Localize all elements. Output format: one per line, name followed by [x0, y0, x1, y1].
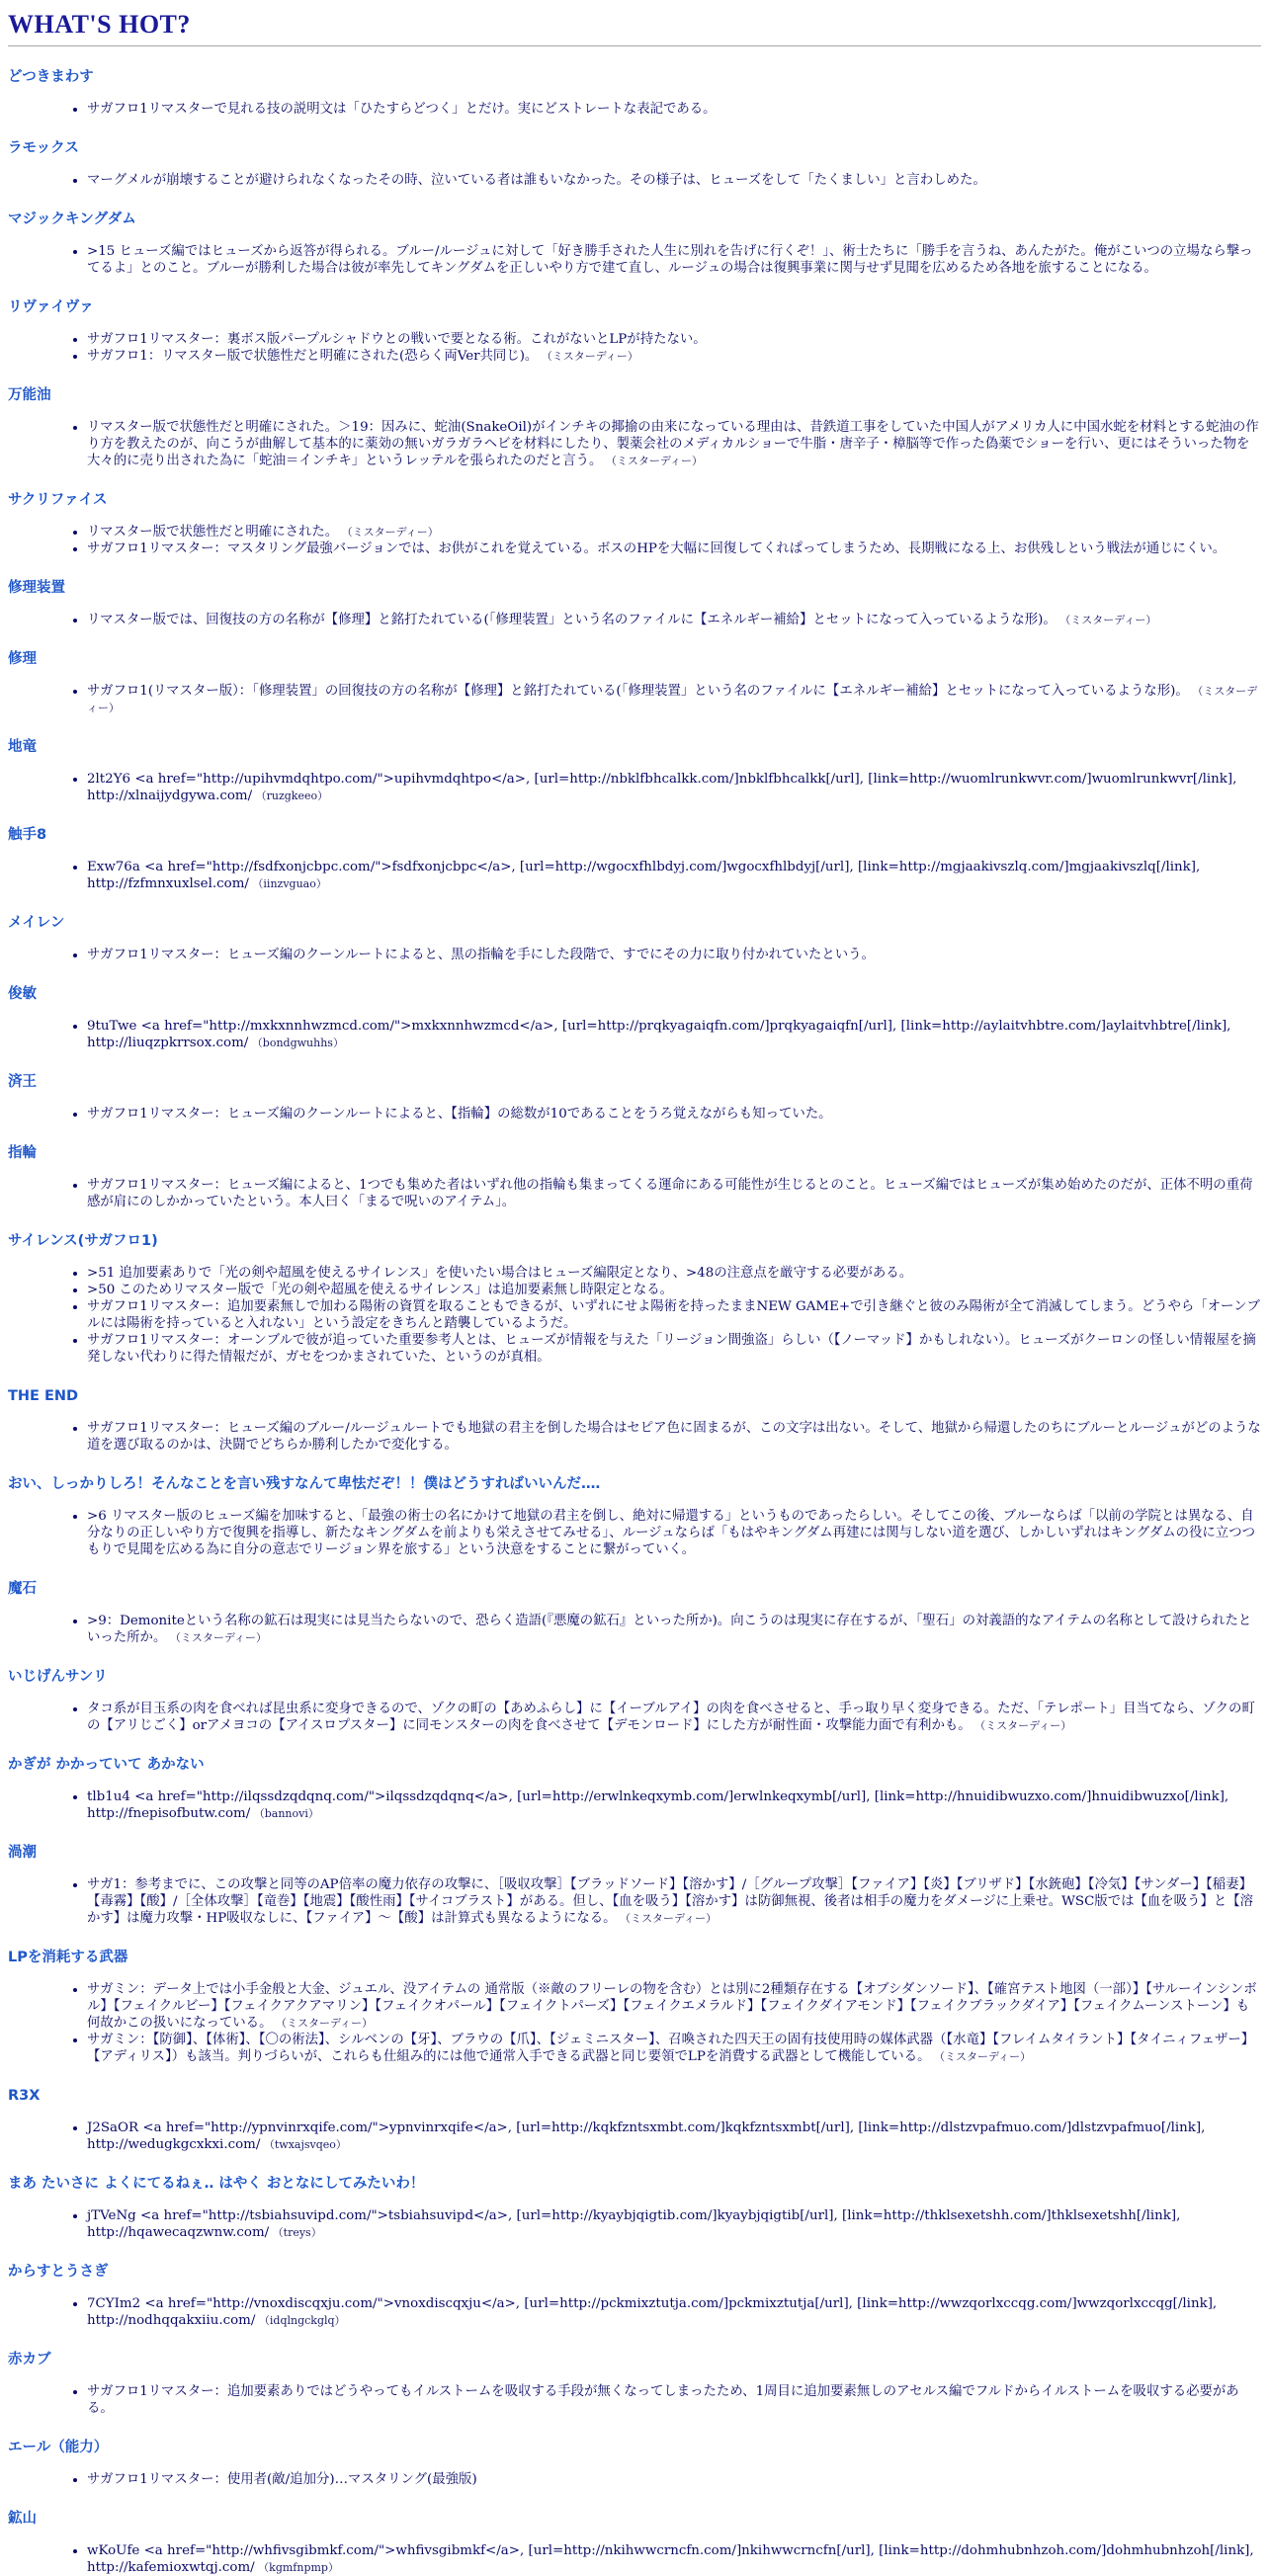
entry-item-text: サガフロ1リマスター：ヒューズ編のブルー/ルージュルートでも地獄の君主を倒した場合はセピア色に固まるが、この文字は出ない。そして、地獄から帰還したのちにブルーとルージュがどのような道を選び取るのかは、決闘でどちらか勝利したかで変化する。: [87, 1421, 1261, 1453]
entry: [8, 1844, 1261, 1927]
entry-item: [87, 243, 1261, 277]
entry-items: [8, 1701, 1261, 1734]
entry: [8, 210, 1261, 277]
entry: [8, 1756, 1261, 1822]
entry-items: [8, 2119, 1261, 2153]
entry-term-link[interactable]: サイレンス(サガフロ1): [8, 1233, 158, 1249]
entry-item: [87, 683, 1261, 716]
entry-item: [87, 331, 1261, 348]
entry-item-text: >6 リマスター版のヒューズ編を加味すると、「最強の術士の名にかけて地獄の君主を倒し、絶対に帰還する」というものであったらしい。そしてこの後、ブルーならば「以前の学院とは異なる、自分なりの正しいやり方で復興を指導し、新たなキングダムを前よりも栄えさせてみせる」、ルージュならば「もはやキングダム再建には関与しない道を選び、しかしいずれはキングダムの役に立つつもりで見聞を広める為に自分の意志でリージョン界を旅する」という決意をすることに繋がっていく。: [87, 1509, 1255, 1557]
entry-item-text: サガフロ1リマスター：ヒューズ編のクーンルートによると、黒の指輪を手にした段階で、すでにその力に取り付かれていたという。: [87, 948, 875, 962]
entry-item: [87, 419, 1261, 469]
entry: [8, 826, 1261, 892]
entry-item-text: 9tuTwe <a href="http://mxkxnnhwzmcd.com/">mxkxnnhwzmcd</a>, [url=http://prqkyagaiqfn.com/]prqkyagaiqfn[/url], [link=http://aylaitvhbtre.com/]aylaitvhbtre[/link], http://liuqzpkrrsox.com/: [87, 1019, 1231, 1050]
entry-item: [87, 1508, 1261, 1558]
entry-item: [87, 348, 1261, 365]
entry-item-author: （ミスターディー）: [971, 1719, 1072, 1732]
entry: [8, 1144, 1261, 1210]
entry-item-author: （kgmfnpmp）: [254, 2561, 339, 2574]
entry-item: [87, 2207, 1261, 2241]
entry-item-author: （ミスターディー）: [87, 685, 1258, 714]
entry-term-link[interactable]: 赤カブ: [8, 2352, 51, 2368]
entry-item: [87, 1701, 1261, 1734]
entry-items: [8, 524, 1261, 557]
entry-items: [8, 1788, 1261, 1822]
entry-item: [87, 859, 1261, 892]
entry-item: [87, 1018, 1261, 1051]
entry-term-link[interactable]: かぎが かかっていて あかない: [8, 1757, 205, 1773]
entry-items: [8, 1265, 1261, 1366]
entry-term-link[interactable]: サクリファイス: [8, 492, 108, 508]
entry-items: [8, 1508, 1261, 1558]
entry-item: [87, 2119, 1261, 2153]
entry-item-text: マーグメルが崩壊することが避けられなくなったその時、泣いている者は誰もいなかった。その様子は、ヒューズをして「たくましい」と言わしめた。: [87, 173, 986, 188]
entry-item-author: （ミスターディー）: [1056, 614, 1157, 626]
entry-items: [8, 1981, 1261, 2065]
entry-items: [8, 1106, 1261, 1122]
entry-item-text: 7CYIm2 <a href="http://vnoxdiscqxju.com/">vnoxdiscqxju</a>, [url=http://pckmixztutja.com/]pckmixztutja[/url], [link=http://wwzqorlxccqg.com/]wwzqorlxccqg[/link], http://nodhqqakxiiu.com/: [87, 2296, 1218, 2328]
entry-item-author: （ミスターディー）: [602, 455, 704, 467]
entry-item-text: サガフロ1リマスター：追加要素ありではどうやってもイルストームを吸収する手段が無くなってしまったため、1周目に追加要素無しのアセルス編でフルドからイルストームを吸収する必要がある。: [87, 2384, 1239, 2416]
entry-item: [87, 2032, 1261, 2065]
entry: [8, 298, 1261, 365]
entry-item-text: >9：Demoniteという名称の鉱石は現実には見当たらないので、恐らく造語(『悪魔の鉱石』といった所か)。向こうのは現実に存在するが、「聖石」の対義語的なアイテムの名称として設けられたといった所か。: [87, 1614, 1252, 1645]
entry-term-link[interactable]: ラモックス: [8, 140, 79, 156]
entry-list: [8, 68, 1261, 2576]
entry-item-text: サガフロ1(リマスター版）：「修理装置」の回復技の方の名称が【修理】と銘打たれている(「修理装置」という名のファイルに【エネルギー補給】とセットになって入っているような形)。: [87, 684, 1189, 699]
entry-item-text: サガフロ1リマスター：裏ボス版パープルシャドウとの戦いで要となる術。これがないとLPが持たない。: [87, 332, 707, 347]
entry-item: [87, 2383, 1261, 2417]
entry-item: [87, 540, 1261, 557]
entry-item: [87, 1265, 1261, 1282]
entry-item-text: サガフロ1リマスター：ヒューズ編のクーンルートによると、【指輪】の総数が10であることをうろ覚えながらも知っていた。: [87, 1107, 832, 1122]
entry-term-link[interactable]: いじげんサンリ: [8, 1669, 108, 1685]
entry-item-text: サガフロ1リマスター：使用者(敵/追加分)…マスタリング(最強版): [87, 2472, 477, 2487]
entry: [8, 2087, 1261, 2153]
entry-item-text: >15 ヒューズ編ではヒューズから返答が得られる。ブルー/ルージュに対して「好き勝手された人生に別れを告げに行くぞ！」、術士たちに「勝手を言うね、あんたがた。俺がこいつの立場なら撃ってるよ」とのこと。ブルーが勝利した場合は彼が率先してキングダムを正しいやり方で建て直し、ルージュの場合は復興事業に関与せず見聞を広めるため各地を旅することになる。: [87, 244, 1253, 276]
entry-items: [8, 172, 1261, 189]
entry-items: [8, 243, 1261, 277]
entry-item-text: サガフロ1リマスターで見れる技の説明文は「ひたすらどつく」とだけ。実にどストレートな表記である。: [87, 102, 717, 117]
entry-items: [8, 2295, 1261, 2329]
entry-item-author: （ミスターディー）: [930, 2050, 1032, 2063]
entry: [8, 914, 1261, 963]
entry-item-text: 2lt2Y6 <a href="http://upihvmdqhtpo.com/">upihvmdqhtpo</a>, [url=http://nbklfbhcalkk.com/]nbklfbhcalkk[/url], [link=http://wuomlrunkwvr.com/]wuomlrunkwvr[/link], http://xlnaijydgywa.com/: [87, 772, 1237, 803]
entry-term-link[interactable]: 地竜: [8, 739, 37, 755]
entry-items: [8, 2542, 1261, 2576]
entry-item: [87, 1332, 1261, 1366]
entry-item-text: >51 追加要素ありで「光の剣や超風を使えるサイレンス」を使いたい場合はヒューズ編限定となり、>48の注意点を厳守する必要がある。: [87, 1266, 913, 1281]
entry-items: [8, 1177, 1261, 1210]
entry-items: [8, 947, 1261, 963]
entry-item: [87, 1282, 1261, 1298]
entry-item: [87, 2295, 1261, 2329]
entry-item: [87, 101, 1261, 118]
entry-item: [87, 612, 1261, 628]
entry-term-link[interactable]: 触手8: [8, 827, 47, 843]
entry-term-link[interactable]: 万能油: [8, 387, 51, 403]
entry-item-text: リマスター版では、回復技の方の名称が【修理】と銘打たれている(「修理装置」という名のファイルに【エネルギー補給】とセットになって入っているような形)。: [87, 613, 1057, 627]
entry-term-link[interactable]: メイレン: [8, 915, 65, 931]
entry-items: [8, 331, 1261, 365]
page-title: WHAT'S HOT?: [8, 10, 1261, 46]
entry-item-text: wKoUfe <a href="http://whfivsgibmkf.com/">whfivsgibmkf</a>, [url=http://nkihwwcrncfn.com/]nkihwwcrncfn[/url], [link=http://dohmhubnhzoh.com/]dohmhubnhzoh[/link], http://kafemioxwtqj.com/: [87, 2543, 1254, 2575]
entry-term-link[interactable]: エール（能力）: [8, 2440, 109, 2455]
entry: [8, 738, 1261, 804]
entry-item-author: （bondgwuhhs）: [248, 1037, 344, 1049]
entry-item-text: jTVeNg <a href="http://tsbiahsuvipd.com/">tsbiahsuvipd</a>, [url=http://kyaybjqigtib.com/]kyaybjqigtib[/url], [link=http://thklsexetshh.com/]thklsexetshh[/link], http://hqawecaqzwnw.com/: [87, 2208, 1181, 2240]
entry-item-author: （ruzgkeeo）: [252, 789, 329, 802]
entry-item: [87, 1420, 1261, 1454]
entry-term-link[interactable]: マジックキングダム: [8, 211, 136, 227]
entry-term-link[interactable]: まあ たいさに よくにてるねぇ‥ はやく おとなにしてみたいわ！: [8, 2176, 425, 2192]
entry-term-link[interactable]: THE END: [8, 1388, 79, 1404]
entry-item-text: サガフロ1リマスター：オーンブルで彼が追っていた重要参考人とは、ヒューズが情報を与えた「リージョン間強盗」らしい（【ノーマッド】かもしれない）。ヒューズがクーロンの怪しい情報屋を摘発しない代わりに得た情報だが、ガセをつかまされていた、というのが真相。: [87, 1333, 1256, 1365]
entry: [8, 1387, 1261, 1454]
entry-item: [87, 1613, 1261, 1646]
entry-term-link[interactable]: からすとうさぎ: [8, 2264, 109, 2280]
entry-term-link[interactable]: 渦潮: [8, 1845, 37, 1861]
entry: [8, 1949, 1261, 2065]
entry-term-link[interactable]: 修理: [8, 651, 37, 667]
entry-items: [8, 419, 1261, 469]
entry: [8, 579, 1261, 628]
entry-item: [87, 2471, 1261, 2488]
entry-item-author: （ミスターディー）: [272, 2017, 374, 2030]
entry-item-text: タコ系が目玉系の肉を食べれば昆虫系に変身できるので、ゾクの町の【あめふらし】に【イーブルアイ】の肉を食べさせると、手っ取り早く変身できる。ただ、「テレポート」目当てなら、ゾクの町の【アリじごく】orアメヨコの【アイスロプスター】に同モンスターの肉を食べさせて【デモンロード】にした方が耐性面・攻撃能力面で有利かも。: [87, 1702, 1255, 1733]
entry: [8, 2351, 1261, 2417]
entry-item: [87, 524, 1261, 540]
entry-item-text: サガ1：参考までに、この攻撃と同等のAP倍率の魔力依存の攻撃に、［吸収攻撃］【ブラッドソード】【溶かす】/［グループ攻撃］【ファイア】【炎】【ブリザド】【水銃砲】【冷気】【サンダー】【稲妻】【毒霧】【酸】/［全体攻撃］【竜巻】【地震】【酸性雨】【サイコブラスト】がある。但し、【血を吸う】【溶かす】は防御無視、後者は相手の魔力をダメージに上乗せ。WSC版では【血を吸う】と【溶かす】は魔力攻撃・HP吸収なしに、【ファイア】～【酸】は計算式も異なるようになる。: [87, 1877, 1254, 1926]
entry-item-text: サガミン：【防御】、【体術】、【〇の術法】、シルベンの【牙】、ブラウの【爪】、【ジェミニスター】、召喚された四天王の固有技使用時の媒体武器（【水竜】【フレイムタイラント】【タイニィフェザー】【アディリス】）も該当。判りづらいが、これらも仕組み的には他で通常入手できる武器と同じ要領でLPを消費する武器として機能している。: [87, 2033, 1255, 2064]
entry-item: [87, 1106, 1261, 1122]
entry-items: [8, 612, 1261, 628]
entry-item-text: サガフロ1：リマスター版で状態性だと明確にされた(恐らく両Ver共同じ)。: [87, 349, 539, 364]
entry: [8, 2175, 1261, 2241]
entry-item: [87, 2542, 1261, 2576]
entry-item-text: サガフロ1リマスター：マスタリング最強バージョンでは、お供がこれを覚えている。ボスのHPを大幅に回復してくれぱってしまうため、長期戦になる上、お供残しという戦法が通じにくい。: [87, 541, 1227, 556]
entry-items: [8, 2383, 1261, 2417]
entry-item-author: （twxajsvqeo）: [260, 2138, 347, 2151]
entry-item-text: Exw76a <a href="http://fsdfxonjcbpc.com/">fsdfxonjcbpc</a>, [url=http://wgocxfhlbdyj.com/]wgocxfhlbdyj[/url], [link=http://mgjaakivszlq.com/]mgjaakivszlq[/link], http://fzfmnxuxlsel.com/: [87, 860, 1201, 891]
entry-items: [8, 1018, 1261, 1051]
entry-items: [8, 2471, 1261, 2488]
entry-term-link[interactable]: 俊敏: [8, 986, 37, 1002]
entry-term-link[interactable]: 修理装置: [8, 580, 65, 596]
entry-item: [87, 172, 1261, 189]
entry-item-text: サガフロ1リマスター：ヒューズ編によると、1つでも集めた者はいずれ他の指輪も集まってくる運命にある可能性が生じるとのこと。ヒューズ編ではヒューズが集め始めたのだが、正体不明の重荷感が肩にのしかかっていたという。本人曰く「まるで呪いのアイテム」。: [87, 1178, 1253, 1209]
entry-item: [87, 771, 1261, 804]
entry-item-author: （idqlngckglq）: [255, 2314, 346, 2327]
entry-item: [87, 947, 1261, 963]
entry-item-author: （ミスターディー）: [338, 526, 439, 539]
entry-item-text: J2SaOR <a href="http://ypnvinrxqife.com/">ypnvinrxqife</a>, [url=http://kqkfzntsxmbt.com/]kqkfzntsxmbt[/url], [link=http://dlstzvpafmuo.com/]dlstzvpafmuo[/link], http://wedugkgcxkxi.com/: [87, 2120, 1206, 2152]
entry-items: [8, 683, 1261, 716]
entry-items: [8, 101, 1261, 118]
entry-term-link[interactable]: R3X: [8, 2088, 41, 2104]
entry-items: [8, 771, 1261, 804]
entry-item-text: サガフロ1リマスター：追加要素無しで加わる陽術の資質を取ることもできるが、いずれにせよ陽術を持ったままNEW GAME+で引き継ぐと彼のみ陽術が全て消滅してしまう。どうやら「オーンブルには陽術を持っていると入れない」という設定をきちんと踏襲しているようだ。: [87, 1299, 1260, 1331]
entry: [8, 491, 1261, 557]
entry-item: [87, 1298, 1261, 1332]
entry: [8, 68, 1261, 118]
entry-term-link[interactable]: おい、しっかりしろ！そんなことを言い残すなんて卑怯だぞ！！僕はどうすればいいんだ‥‥: [8, 1476, 601, 1492]
entry-items: [8, 1613, 1261, 1646]
entry-items: [8, 2207, 1261, 2241]
entry-item: [87, 1177, 1261, 1210]
entry: [8, 650, 1261, 716]
entry: [8, 386, 1261, 469]
entry-item: [87, 1788, 1261, 1822]
entry: [8, 2439, 1261, 2488]
entry-item-author: （ミスターディー）: [616, 1912, 718, 1925]
entry: [8, 1073, 1261, 1122]
entry-item: [87, 1876, 1261, 1927]
entry-item-text: リマスター版で状態性だと明確にされた。: [87, 525, 339, 540]
entry: [8, 139, 1261, 189]
entry-term-link[interactable]: 済王: [8, 1074, 37, 1090]
entry-term-link[interactable]: LPを消耗する武器: [8, 1950, 128, 1965]
entry-item-author: （iinzvguao）: [248, 877, 327, 890]
entry: [8, 1580, 1261, 1646]
entry-items: [8, 1876, 1261, 1927]
entry-item-text: リマスター版で状態性だと明確にされた。＞19：因みに、蛇油(SnakeOil)がインチキの揶揄の由来になっている理由は、昔鉄道工事をしていた中国人がアメリカ人に中国水蛇を材料とする蛇油の作り方を教えたのが、向こうが曲解して基本的に薬効の無いガラガラヘビを材料にしたり、製薬会社のメディカルショーで牛脂・唐辛子・樟脳等で作った偽薬でショーを行い、更にはそういった物を大々的に売り出された為に「蛇油＝インチキ」というレッテルを張られたのだと言う。: [87, 420, 1259, 468]
entry-item-author: （treys）: [269, 2226, 322, 2239]
entry-item: [87, 1981, 1261, 2032]
entry: [8, 2510, 1261, 2576]
entry-items: [8, 1420, 1261, 1454]
entry-items: [8, 859, 1261, 892]
entry-term-link[interactable]: 鉱山: [8, 2511, 37, 2527]
entry: [8, 985, 1261, 1051]
entry: [8, 1232, 1261, 1366]
entry: [8, 2263, 1261, 2329]
entry: [8, 1475, 1261, 1558]
entry-term-link[interactable]: リヴァイヴァ: [8, 299, 94, 315]
entry-term-link[interactable]: どつきまわす: [8, 69, 94, 85]
entry-term-link[interactable]: 魔石: [8, 1581, 37, 1597]
entry-item-text: >50 このためリマスター版で「光の剣や超風を使えるサイレンス」は追加要素無し時限定となる。: [87, 1283, 673, 1297]
entry-item-text: tlb1u4 <a href="http://ilqssdzqdqnq.com/">ilqssdzqdqnq</a>, [url=http://erwlnkeqxymb.com/]erwlnkeqxymb[/url], [link=http://hnuidibwuzxo.com/]hnuidibwuzxo[/link], http://fnepisofbutw.com/: [87, 1789, 1229, 1821]
entry: [8, 1668, 1261, 1734]
entry-item-author: （bannovi）: [250, 1807, 319, 1820]
entry-item-author: （ミスターディー）: [166, 1631, 267, 1644]
entry-item-text: サガミン：データ上では小手金般と大金、ジュエル、没アイテムの 通常版（※敵のフリーレの物を含む）とは別に2種類存在する【オブシダンソード】、【確宮テスト地図（一部）】【サルーインシンボル】【フェイクルビー】【フェイクアクアマリン】【フェイクオパール】【フェイクトパーズ】【フェイクエメラルド】【フェイクダイアモンド】【フェイクブラックダイア】【フェイクムーンストーン】も何故かこの扱いになっている。: [87, 1982, 1257, 2031]
entry-item-author: （ミスターディー）: [538, 350, 638, 363]
entry-term-link[interactable]: 指輪: [8, 1145, 37, 1161]
